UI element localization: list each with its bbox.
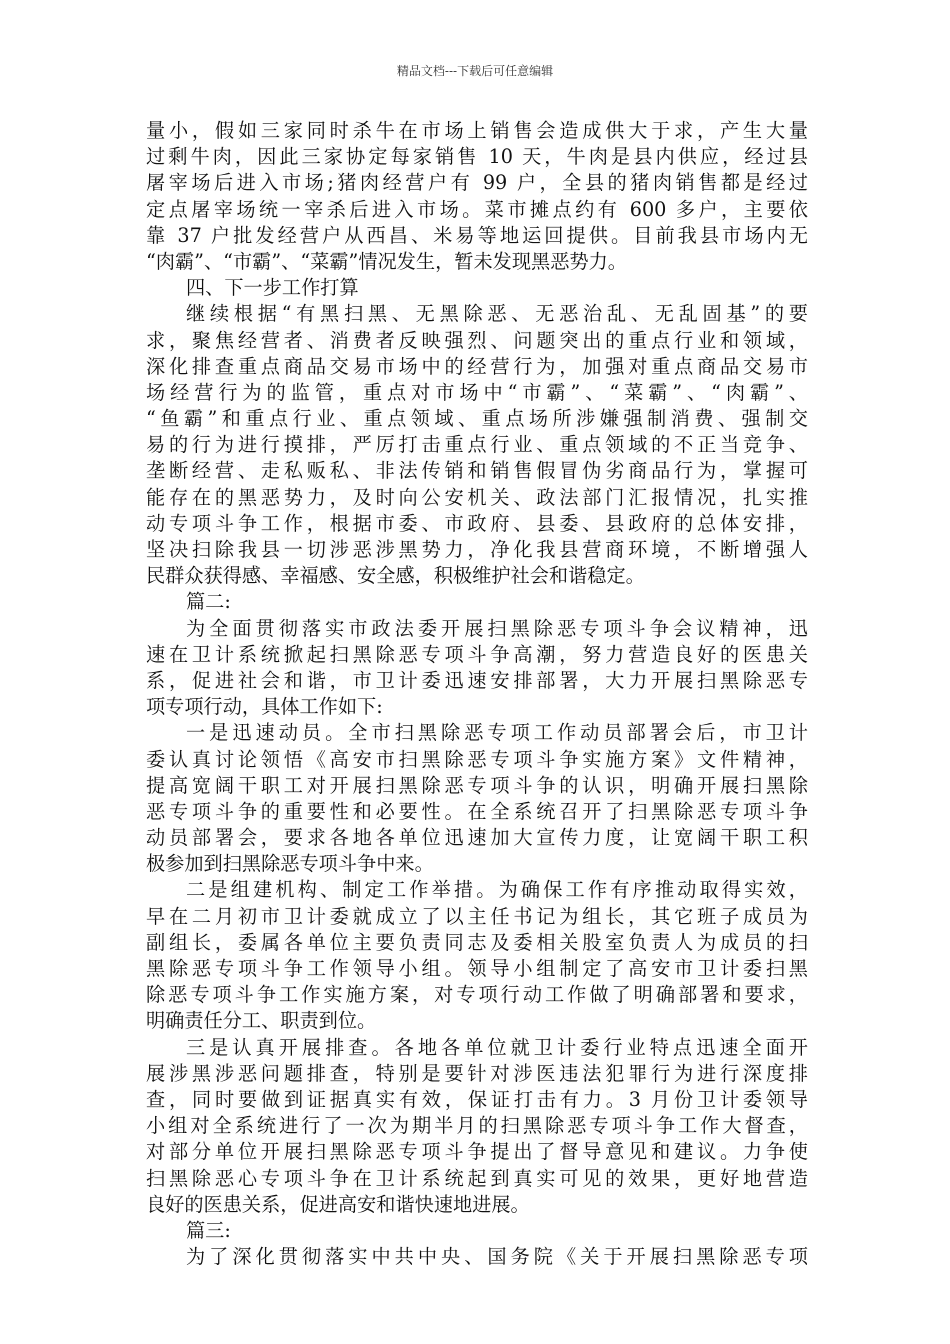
text-line: 四、下一步工作打算 <box>186 276 359 300</box>
text-line: 恶专项斗争的重要性和必要性。在全系统召开了扫黑除恶专项斗争 <box>146 799 808 823</box>
text-line: 动员部署会，要求各地各单位迅速加大宣传力度，让宽阔干职工积 <box>146 826 808 850</box>
text-line: 量小，假如三家同时杀牛在市场上销售会造成供大于求，产生大量 <box>146 119 808 142</box>
text-line: 能存在的黑恶势力，及时向公安机关、政法部门汇报情况，扎实推 <box>146 485 808 509</box>
text-line: 坚决扫除我县一切涉恶涉黑势力，净化我县营商环境，不断增强人 <box>146 538 808 561</box>
text-line: 系，促进社会和谐，市卫计委迅速安排部署，大力开展扫黑除恶专 <box>146 668 808 692</box>
text-line: 一是迅速动员。全市扫黑除恶专项工作动员部署会后，市卫计 <box>186 721 808 745</box>
text-line: 早在二月初市卫计委就成立了以主任书记为组长，其它班子成员为 <box>146 904 808 928</box>
text-line: 展涉黑涉恶问题排查，特别是要针对涉医违法犯罪行为进行深度排 <box>146 1061 808 1085</box>
text-line: 明确责任分工、职责到位。 <box>146 1009 377 1033</box>
text-line: 篇三: <box>186 1218 231 1242</box>
text-line: 为全面贯彻落实市政法委开展扫黑除恶专项斗争会议精神，迅 <box>186 616 808 640</box>
page-header: 精品文档---下载后可任意编辑 <box>396 64 554 78</box>
text-line: 扫黑除恶心专项斗争在卫计系统起到真实可见的效果，更好地营造 <box>146 1166 808 1190</box>
text-line: 求，聚焦经营者、消费者反映强烈、问题突出的重点行业和领域， <box>146 328 808 352</box>
text-line: 垄断经营、走私贩私、非法传销和销售假冒伪劣商品行为，掌握可 <box>146 459 808 483</box>
text-line: 篇二: <box>186 590 231 614</box>
text-line: 二是组建机构、制定工作举措。为确保工作有序推动取得实效， <box>186 878 808 902</box>
text-line: 屠宰场后进入市场;猪肉经营户有 99 户，全县的猪肉销售都是经过 <box>146 171 808 195</box>
text-line: 为了深化贯彻落实中共中央、国务院《关于开展扫黑除恶专项 <box>186 1245 808 1269</box>
text-line: 对部分单位开展扫黑除恶专项斗争提出了督导意见和建议。力争使 <box>146 1140 808 1164</box>
text-line: 提高宽阔干职工对开展扫黑除恶专项斗争的认识，明确开展扫黑除 <box>146 773 808 797</box>
text-line: 继续根据“有黑扫黑、无黑除恶、无恶治乱、无乱固基”的要 <box>186 302 808 326</box>
text-line: 项专项行动，具体工作如下: <box>146 695 383 719</box>
text-line: 过剩牛肉，因此三家协定每家销售 10 天，牛肉是县内供应，经过县 <box>146 145 808 169</box>
text-line: 靠 37 户批发经营户从西昌、米易等地运回提供。目前我县市场内无 <box>146 223 808 247</box>
text-line: 极参加到扫黑除恶专项斗争中来。 <box>146 852 434 876</box>
text-line: 委认真讨论领悟《高安市扫黑除恶专项斗争实施方案》文件精神， <box>146 747 808 771</box>
text-line: 深化排查重点商品交易市场中的经营行为，加强对重点商品交易市 <box>146 354 808 378</box>
text-line: “鱼霸”和重点行业、重点领域、重点场所涉嫌强制消费、强制交 <box>146 407 808 431</box>
text-line: 民群众获得感、幸福感、安全感，积极维护社会和谐稳定。 <box>146 564 645 588</box>
document-body <box>146 118 808 1270</box>
text-line: 小组对全系统进行了一次为期半月的扫黑除恶专项斗争工作大督查， <box>146 1114 808 1138</box>
text-line: 查，同时要做到证据真实有效，保证打击有力。3 月份卫计委领导 <box>146 1087 808 1111</box>
text-line: 除恶专项斗争工作实施方案，对专项行动工作做了明确部署和要求， <box>146 983 808 1007</box>
text-line: 动专项斗争工作，根据市委、市政府、县委、县政府的总体安排， <box>146 511 808 535</box>
text-line: 副组长，委属各单位主要负责同志及委相关股室负责人为成员的扫 <box>146 930 808 954</box>
text-line: 场经营行为的监管，重点对市场中“市霸”、“菜霸”、“肉霸”、 <box>146 380 808 404</box>
text-line: 良好的医患关系，促进高安和谐快速地进展。 <box>146 1192 530 1216</box>
text-line: “肉霸”、“市霸”、“菜霸”情况发生，暂未发现黑恶势力。 <box>146 249 627 273</box>
text-line: 黑除恶专项斗争工作领导小组。领导小组制定了高安市卫计委扫黑 <box>146 957 808 980</box>
text-line: 三是认真开展排查。各地各单位就卫计委行业特点迅速全面开 <box>186 1035 808 1059</box>
text-line: 定点屠宰场统一宰杀后进入市场。菜市摊点约有 600 多户，主要依 <box>146 197 808 221</box>
text-line: 易的行为进行摸排，严厉打击重点行业、重点领域的不正当竞争、 <box>146 433 808 457</box>
text-line: 速在卫计系统掀起扫黑除恶专项斗争高潮，努力营造良好的医患关 <box>146 642 808 666</box>
